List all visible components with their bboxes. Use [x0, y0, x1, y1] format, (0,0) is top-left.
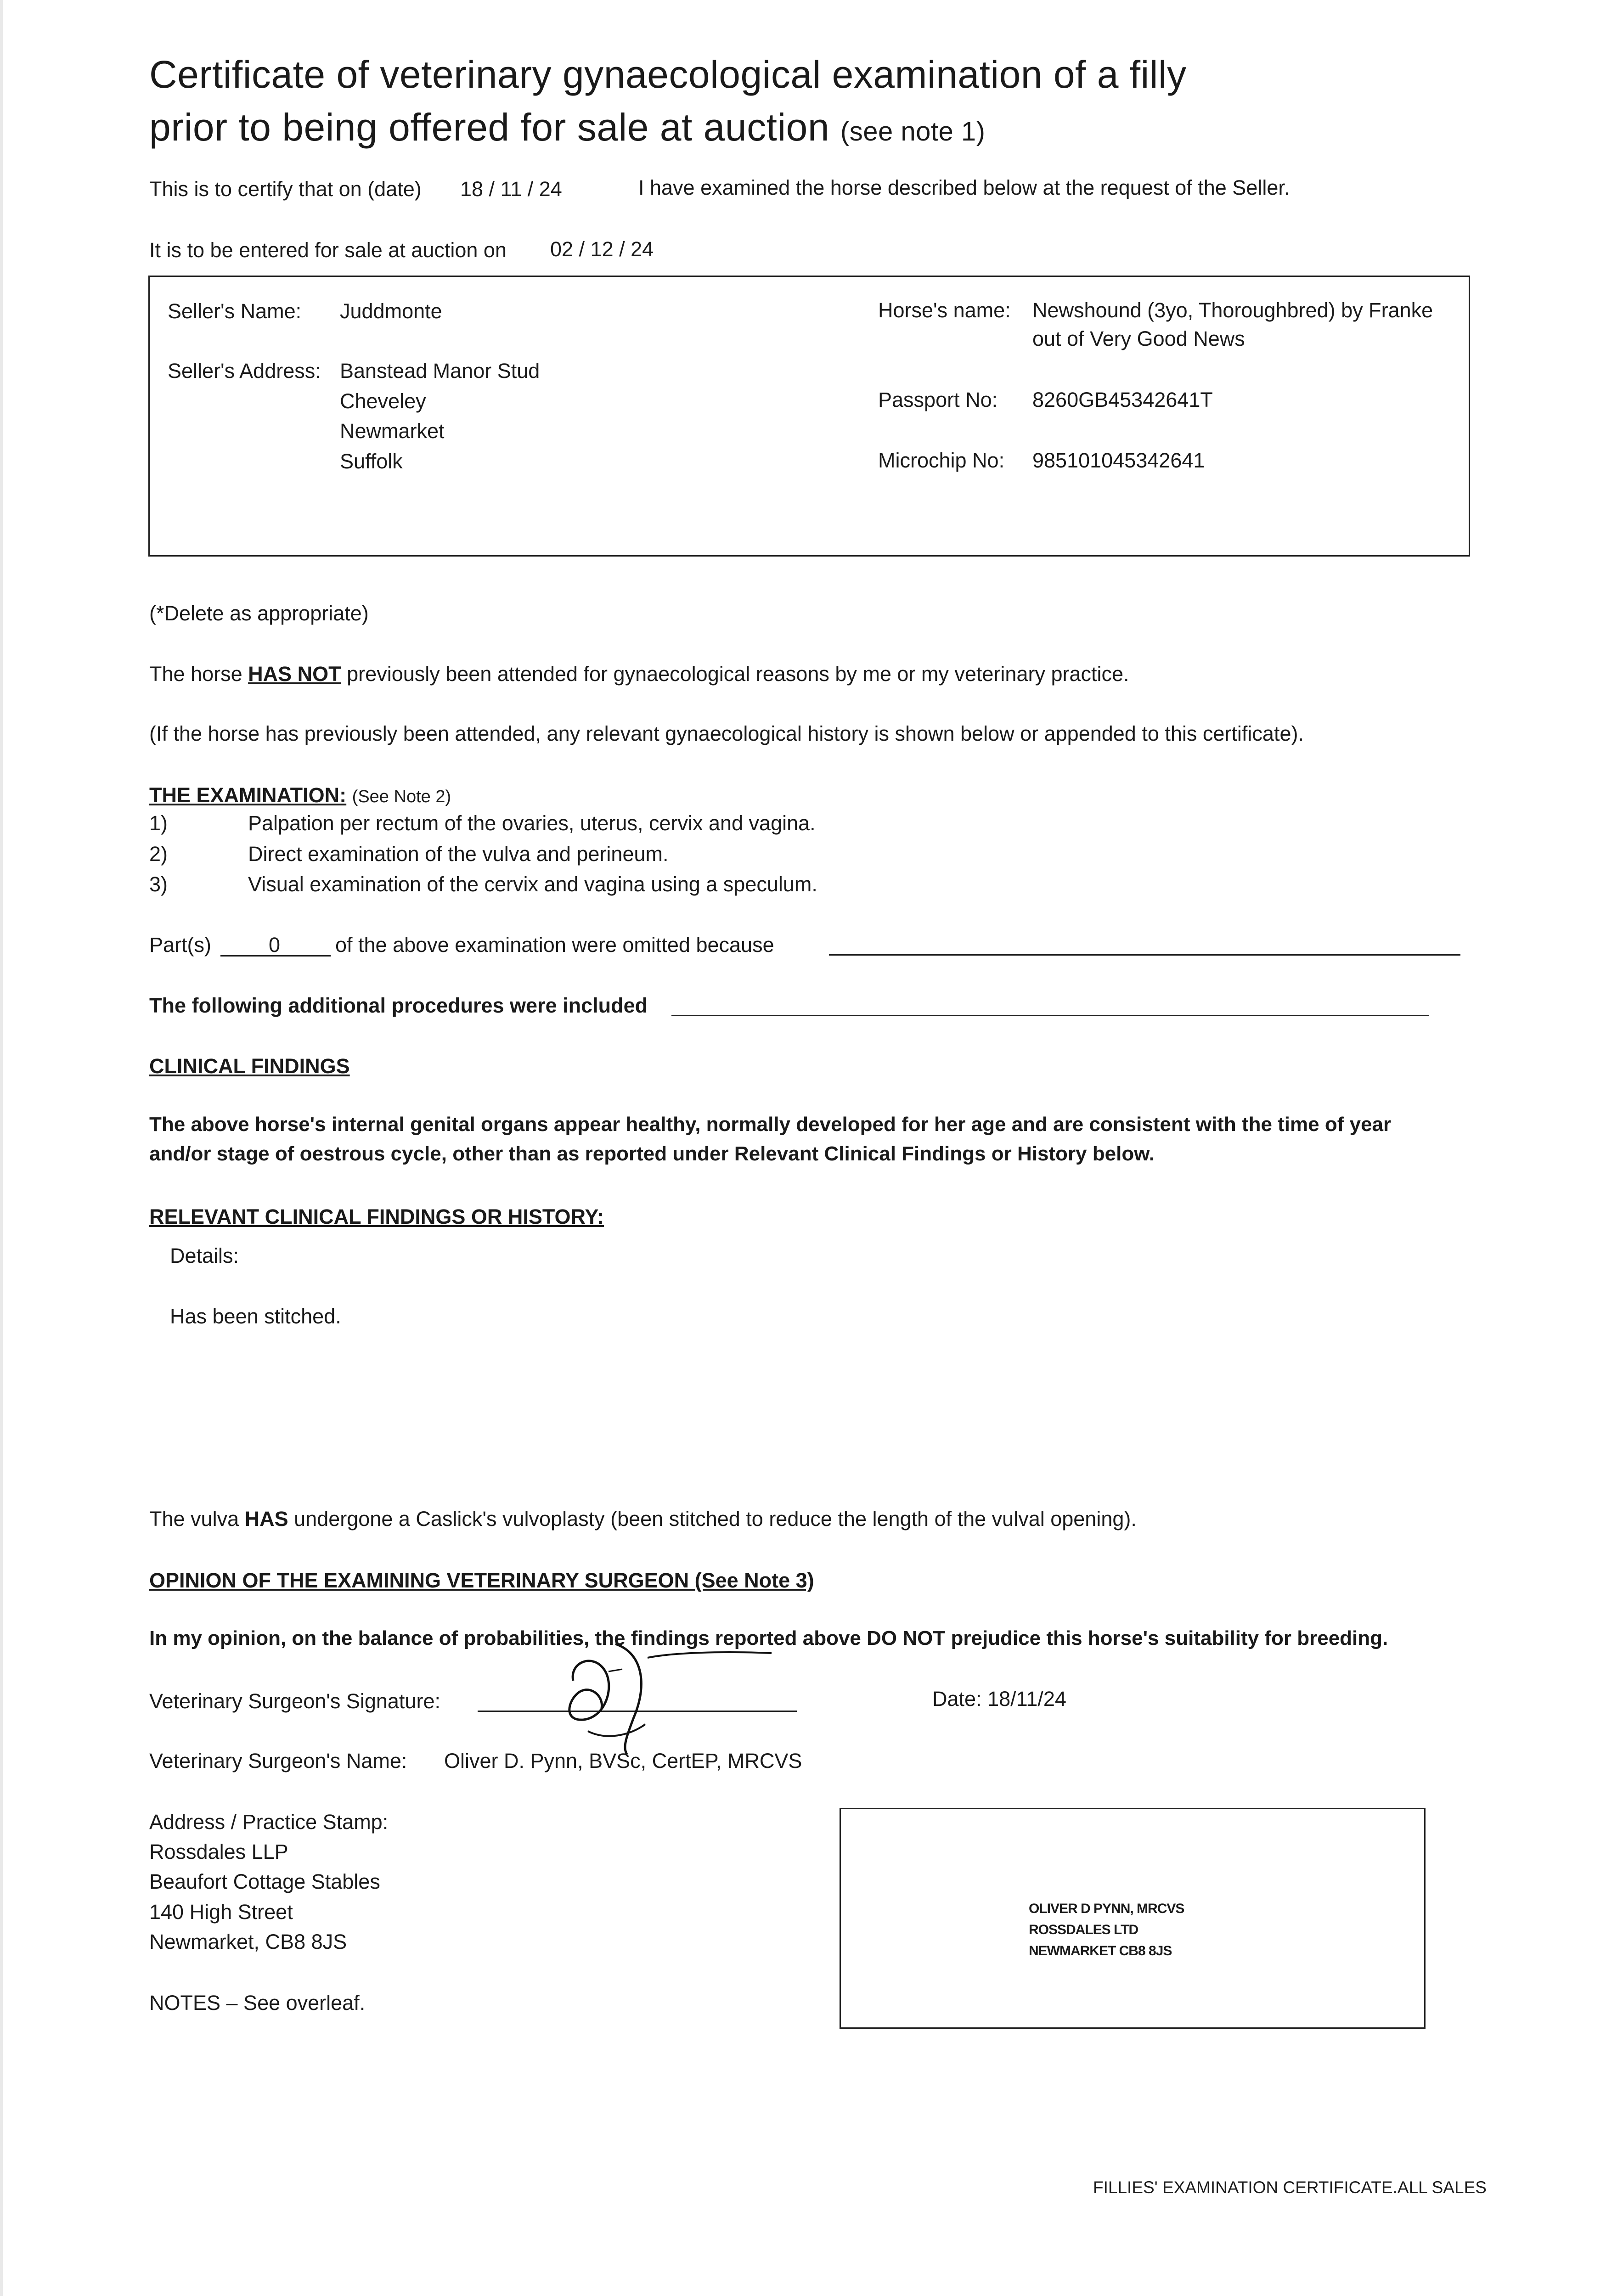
clinical-findings-heading: CLINICAL FINDINGS [149, 1054, 350, 1078]
microchip-number: 985101045342641 [1032, 449, 1205, 472]
title-note: (see note 1) [840, 117, 986, 146]
exam-item-text: Palpation per rectum of the ovaries, uterus, cervix and vagina. [248, 811, 816, 835]
vulva-line [149, 1506, 1137, 1532]
practice-address-line: 140 High Street [149, 1900, 293, 1924]
signature-date-line [932, 1686, 1066, 1712]
surgeon-name: Oliver D. Pynn, BVSc, CertEP, MRCVS [444, 1749, 802, 1773]
clinical-findings-line2: and/or stage of oestrous cycle, other than as reported under Relevant Clinical Findings or History below. [149, 1142, 1155, 1165]
stamp-line: ROSSDALES LTD [1029, 1922, 1138, 1937]
exam-item-text: Direct examination of the vulva and perineum. [248, 842, 669, 866]
practice-address-line: Beaufort Cottage Stables [149, 1870, 380, 1893]
stamp-line: OLIVER D PYNN, MRCVS [1029, 1901, 1184, 1916]
attended-line [149, 661, 1129, 687]
signature-date: 18/11/24 [987, 1687, 1066, 1711]
vulva-status: HAS [244, 1507, 288, 1531]
examination-heading-line [149, 782, 451, 810]
opinion-status: DO NOT [867, 1627, 946, 1649]
certificate-title-line2: prior to being offered for sale at auction [149, 106, 830, 149]
passport-number: 8260GB45342641T [1032, 388, 1213, 411]
seller-address-label: Seller's Address: [168, 359, 321, 383]
exam-item-text: Visual examination of the cervix and vagina using a speculum. [248, 872, 817, 896]
horse-name-label: Horse's name: [878, 298, 1011, 322]
exam-item-num: 1) [149, 811, 168, 835]
auction-prefix: It is to be entered for sale at auction on [149, 238, 507, 262]
attended-suffix: previously been attended for gynaecological reasons by me or my veterinary practice. [347, 662, 1129, 686]
practice-address-line: Rossdales LLP [149, 1840, 288, 1863]
clinical-findings-line1: The above horse's internal genital organs appear healthy, normally developed for her age and are consistent with the time of year [149, 1113, 1392, 1136]
practice-stamp-label: Address / Practice Stamp: [149, 1810, 389, 1834]
delete-note: (*Delete as appropriate) [149, 602, 369, 625]
details-text: Has been stitched. [170, 1305, 341, 1328]
seller-address-line: Banstead Manor Stud [340, 359, 540, 383]
auction-date: 02 / 12 / 24 [550, 237, 654, 261]
omitted-suffix: of the above examination were omitted because [335, 933, 774, 957]
exam-item-num: 3) [149, 872, 168, 896]
attended-status: HAS NOT [248, 662, 341, 686]
certify-prefix: This is to certify that on (date) [149, 177, 422, 201]
seller-name: Juddmonte [340, 299, 442, 323]
certificate-title-line2-wrap [149, 102, 985, 157]
exam-item-num: 2) [149, 842, 168, 866]
horse-name-line2: out of Very Good News [1032, 327, 1245, 350]
certify-suffix: I have examined the horse described below at the request of the Seller. [638, 176, 1290, 199]
seller-address-line: Newmarket [340, 419, 445, 443]
microchip-label: Microchip No: [878, 449, 1005, 472]
omitted-prefix: Part(s) [149, 933, 211, 957]
additional-procedures-line [671, 1015, 1429, 1016]
stamp-line: NEWMARKET CB8 8JS [1029, 1943, 1172, 1958]
examination-note: (See Note 2) [352, 787, 451, 806]
opinion-heading: OPINION OF THE EXAMINING VETERINARY SURGEON (See Note 3) [149, 1569, 814, 1592]
opinion-suffix: prejudice this horse's suitability for breeding. [951, 1627, 1388, 1649]
omitted-reason-line [829, 954, 1460, 956]
footer-title: FILLIES' EXAMINATION CERTIFICATE.ALL SALES [1093, 2178, 1487, 2197]
omitted-parts-value: 0 [269, 933, 281, 957]
certificate-title-line1: Certificate of veterinary gynaecological examination of a filly [149, 53, 1187, 96]
relevant-findings-heading: RELEVANT CLINICAL FINDINGS OR HISTORY: [149, 1205, 604, 1228]
opinion-prefix: In my opinion, on the balance of probabilities, the findings reported above [149, 1627, 861, 1649]
horse-name-line1: Newshound (3yo, Thoroughbred) by Franke [1032, 298, 1433, 322]
page-edge [0, 0, 3, 2296]
additional-procedures-label: The following additional procedures were included [149, 994, 648, 1017]
history-note: (If the horse has previously been attended, any relevant gynaecological history is shown below or appended to this certificate). [149, 722, 1304, 745]
seller-name-label: Seller's Name: [168, 299, 302, 323]
notes-label: NOTES – See overleaf. [149, 1991, 366, 2015]
passport-label: Passport No: [878, 388, 998, 411]
attended-prefix: The horse [149, 662, 242, 686]
seller-address-line: Suffolk [340, 450, 403, 473]
vulva-suffix: undergone a Caslick's vulvoplasty (been stitched to reduce the length of the vulval opening). [294, 1507, 1137, 1531]
examination-heading: THE EXAMINATION: [149, 783, 347, 807]
surgeon-name-label: Veterinary Surgeon's Name: [149, 1749, 407, 1773]
signature-label: Veterinary Surgeon's Signature: [149, 1689, 440, 1713]
details-label: Details: [170, 1244, 239, 1267]
exam-date: 18 / 11 / 24 [460, 177, 562, 201]
signature-date-label: Date: [932, 1687, 982, 1711]
seller-address-line: Cheveley [340, 389, 426, 413]
vulva-prefix: The vulva [149, 1507, 239, 1531]
practice-address-line: Newmarket, CB8 8JS [149, 1930, 347, 1953]
handwritten-signature [524, 1626, 781, 1763]
